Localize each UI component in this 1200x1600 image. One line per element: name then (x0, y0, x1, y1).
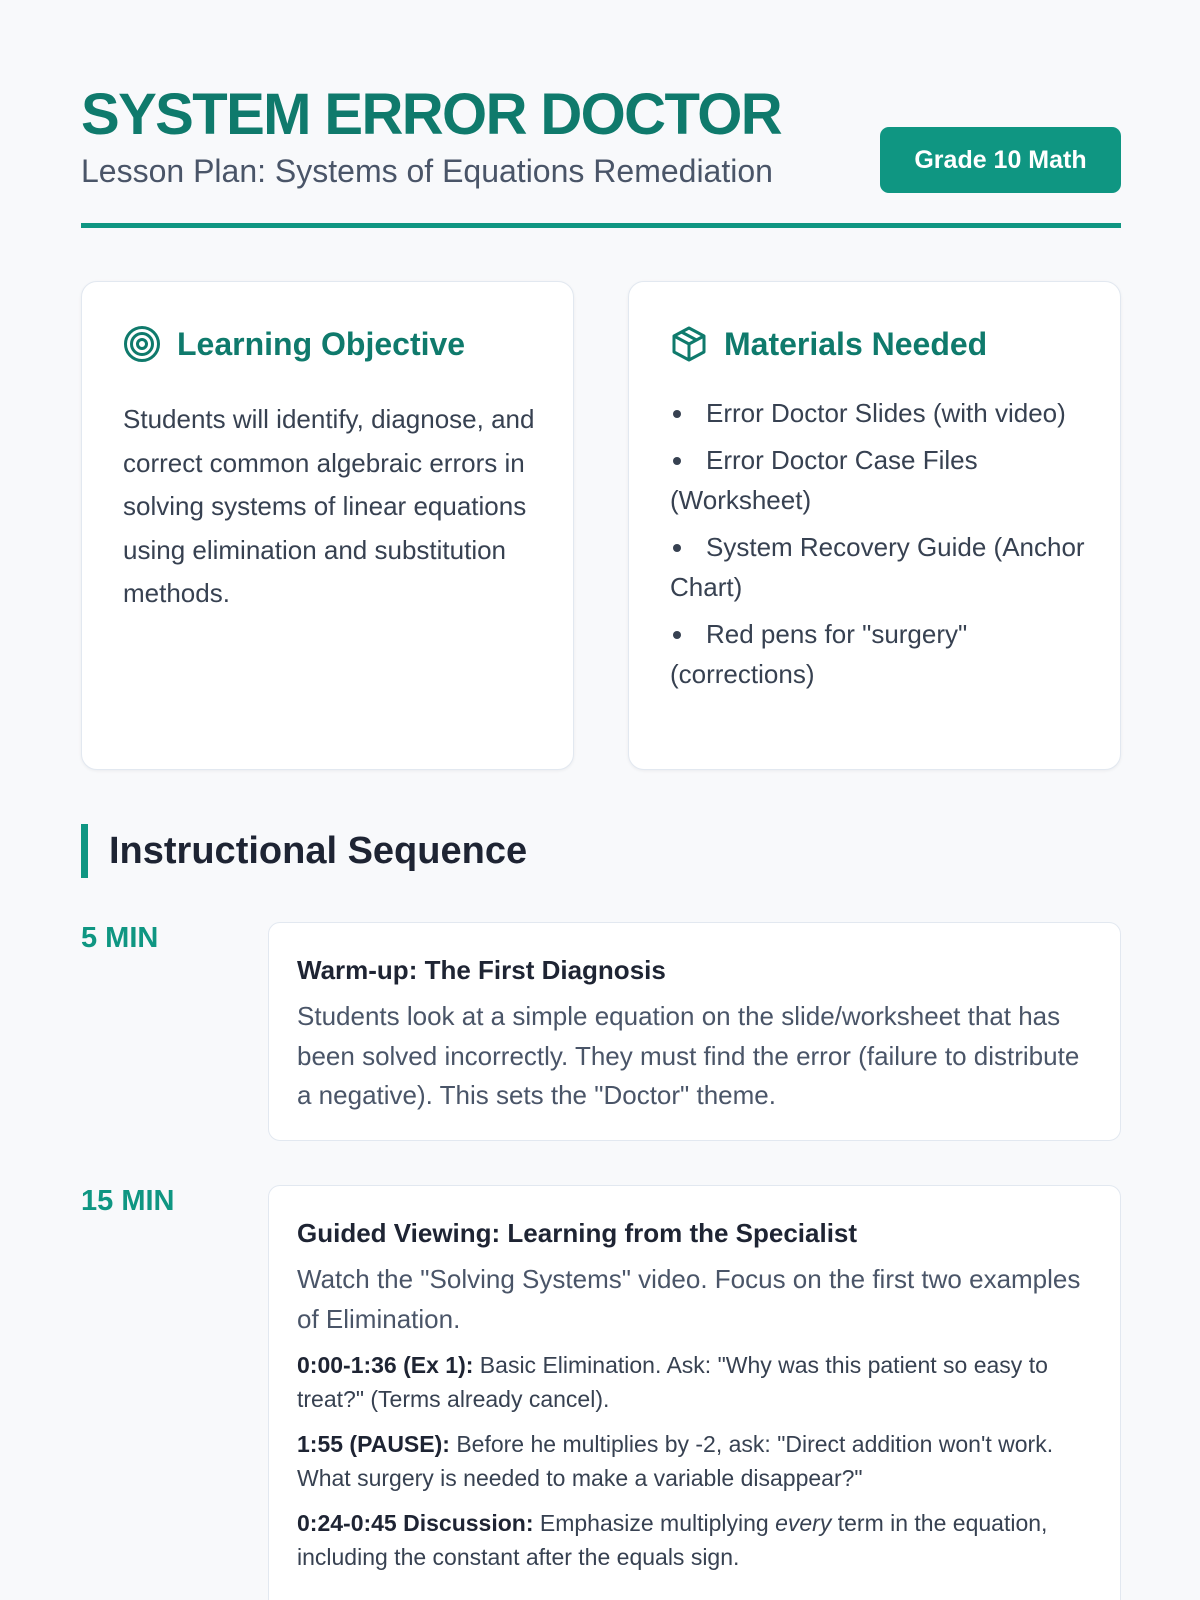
objective-card (81, 281, 574, 770)
materials-list (670, 393, 1090, 701)
materials-item: Red pens for "surgery" (corrections) (670, 614, 1090, 694)
step-title: Warm-up: The First Diagnosis (297, 955, 666, 985)
step-time: 5 MIN (81, 922, 159, 954)
note-emphasis: every (775, 1510, 832, 1536)
materials-card (628, 281, 1121, 770)
step-card (268, 922, 1121, 1141)
note-timestamp: 0:00-1:36 (Ex 1): (297, 1352, 474, 1378)
note-text: Basic Elimination. Ask: "Why was this patient so easy to treat?" (Terms already cancel). (297, 1352, 1048, 1412)
header (81, 0, 1121, 228)
step-description: Watch the "Solving Systems" video. Focus on the first two examples of Elimination. (297, 1264, 1081, 1334)
materials-item: Error Doctor Case Files (Worksheet) (670, 440, 1090, 520)
objective-card-header (123, 325, 465, 363)
page-subtitle: Lesson Plan: Systems of Equations Remediation (81, 153, 773, 189)
objective-title: Learning Objective (177, 325, 466, 362)
note-timestamp: 1:55 (PAUSE): (297, 1431, 450, 1457)
step-title: Guided Viewing: Learning from the Specialist (297, 1218, 858, 1248)
step-description: Students look at a simple equation on the slide/worksheet that has been solved incorrectly. They must find the error (failure to distribute a negative). This sets the "Doctor" theme. (297, 1001, 1080, 1110)
video-note (297, 1428, 1094, 1495)
overview-cards (81, 281, 1121, 770)
note-text: Emphasize multiplying (533, 1510, 776, 1536)
note-timestamp: 0:24-0:45 Discussion: (297, 1510, 534, 1536)
section-title: Instructional Sequence (81, 824, 527, 878)
materials-title: Materials Needed (724, 325, 988, 362)
grade-badge: Grade 10 Math (880, 127, 1121, 193)
lesson-plan-page (81, 0, 1121, 1570)
materials-item: System Recovery Guide (Anchor Chart) (670, 527, 1090, 607)
target-icon (123, 325, 161, 363)
box-icon (670, 325, 708, 363)
step-card (268, 1185, 1121, 1600)
step-notes (297, 1349, 1094, 1574)
objective-text: Students will identify, diagnose, and correct common algebraic errors in solving systems of linear equations using elimination and substitution methods. (123, 404, 535, 608)
note-text: term in the equation, including the constant after the equals sign. (297, 1510, 1048, 1570)
page-title: SYSTEM ERROR DOCTOR (81, 82, 782, 147)
note-text: Before he multiplies by -2, ask: "Direct addition won't work. What surgery is needed to make a variable disappear?" (297, 1431, 1054, 1491)
step-time: 15 MIN (81, 1185, 175, 1217)
video-note (297, 1507, 1094, 1574)
materials-item: Error Doctor Slides (with video) (670, 393, 1090, 433)
materials-card-header (670, 325, 987, 363)
video-note (297, 1349, 1094, 1416)
